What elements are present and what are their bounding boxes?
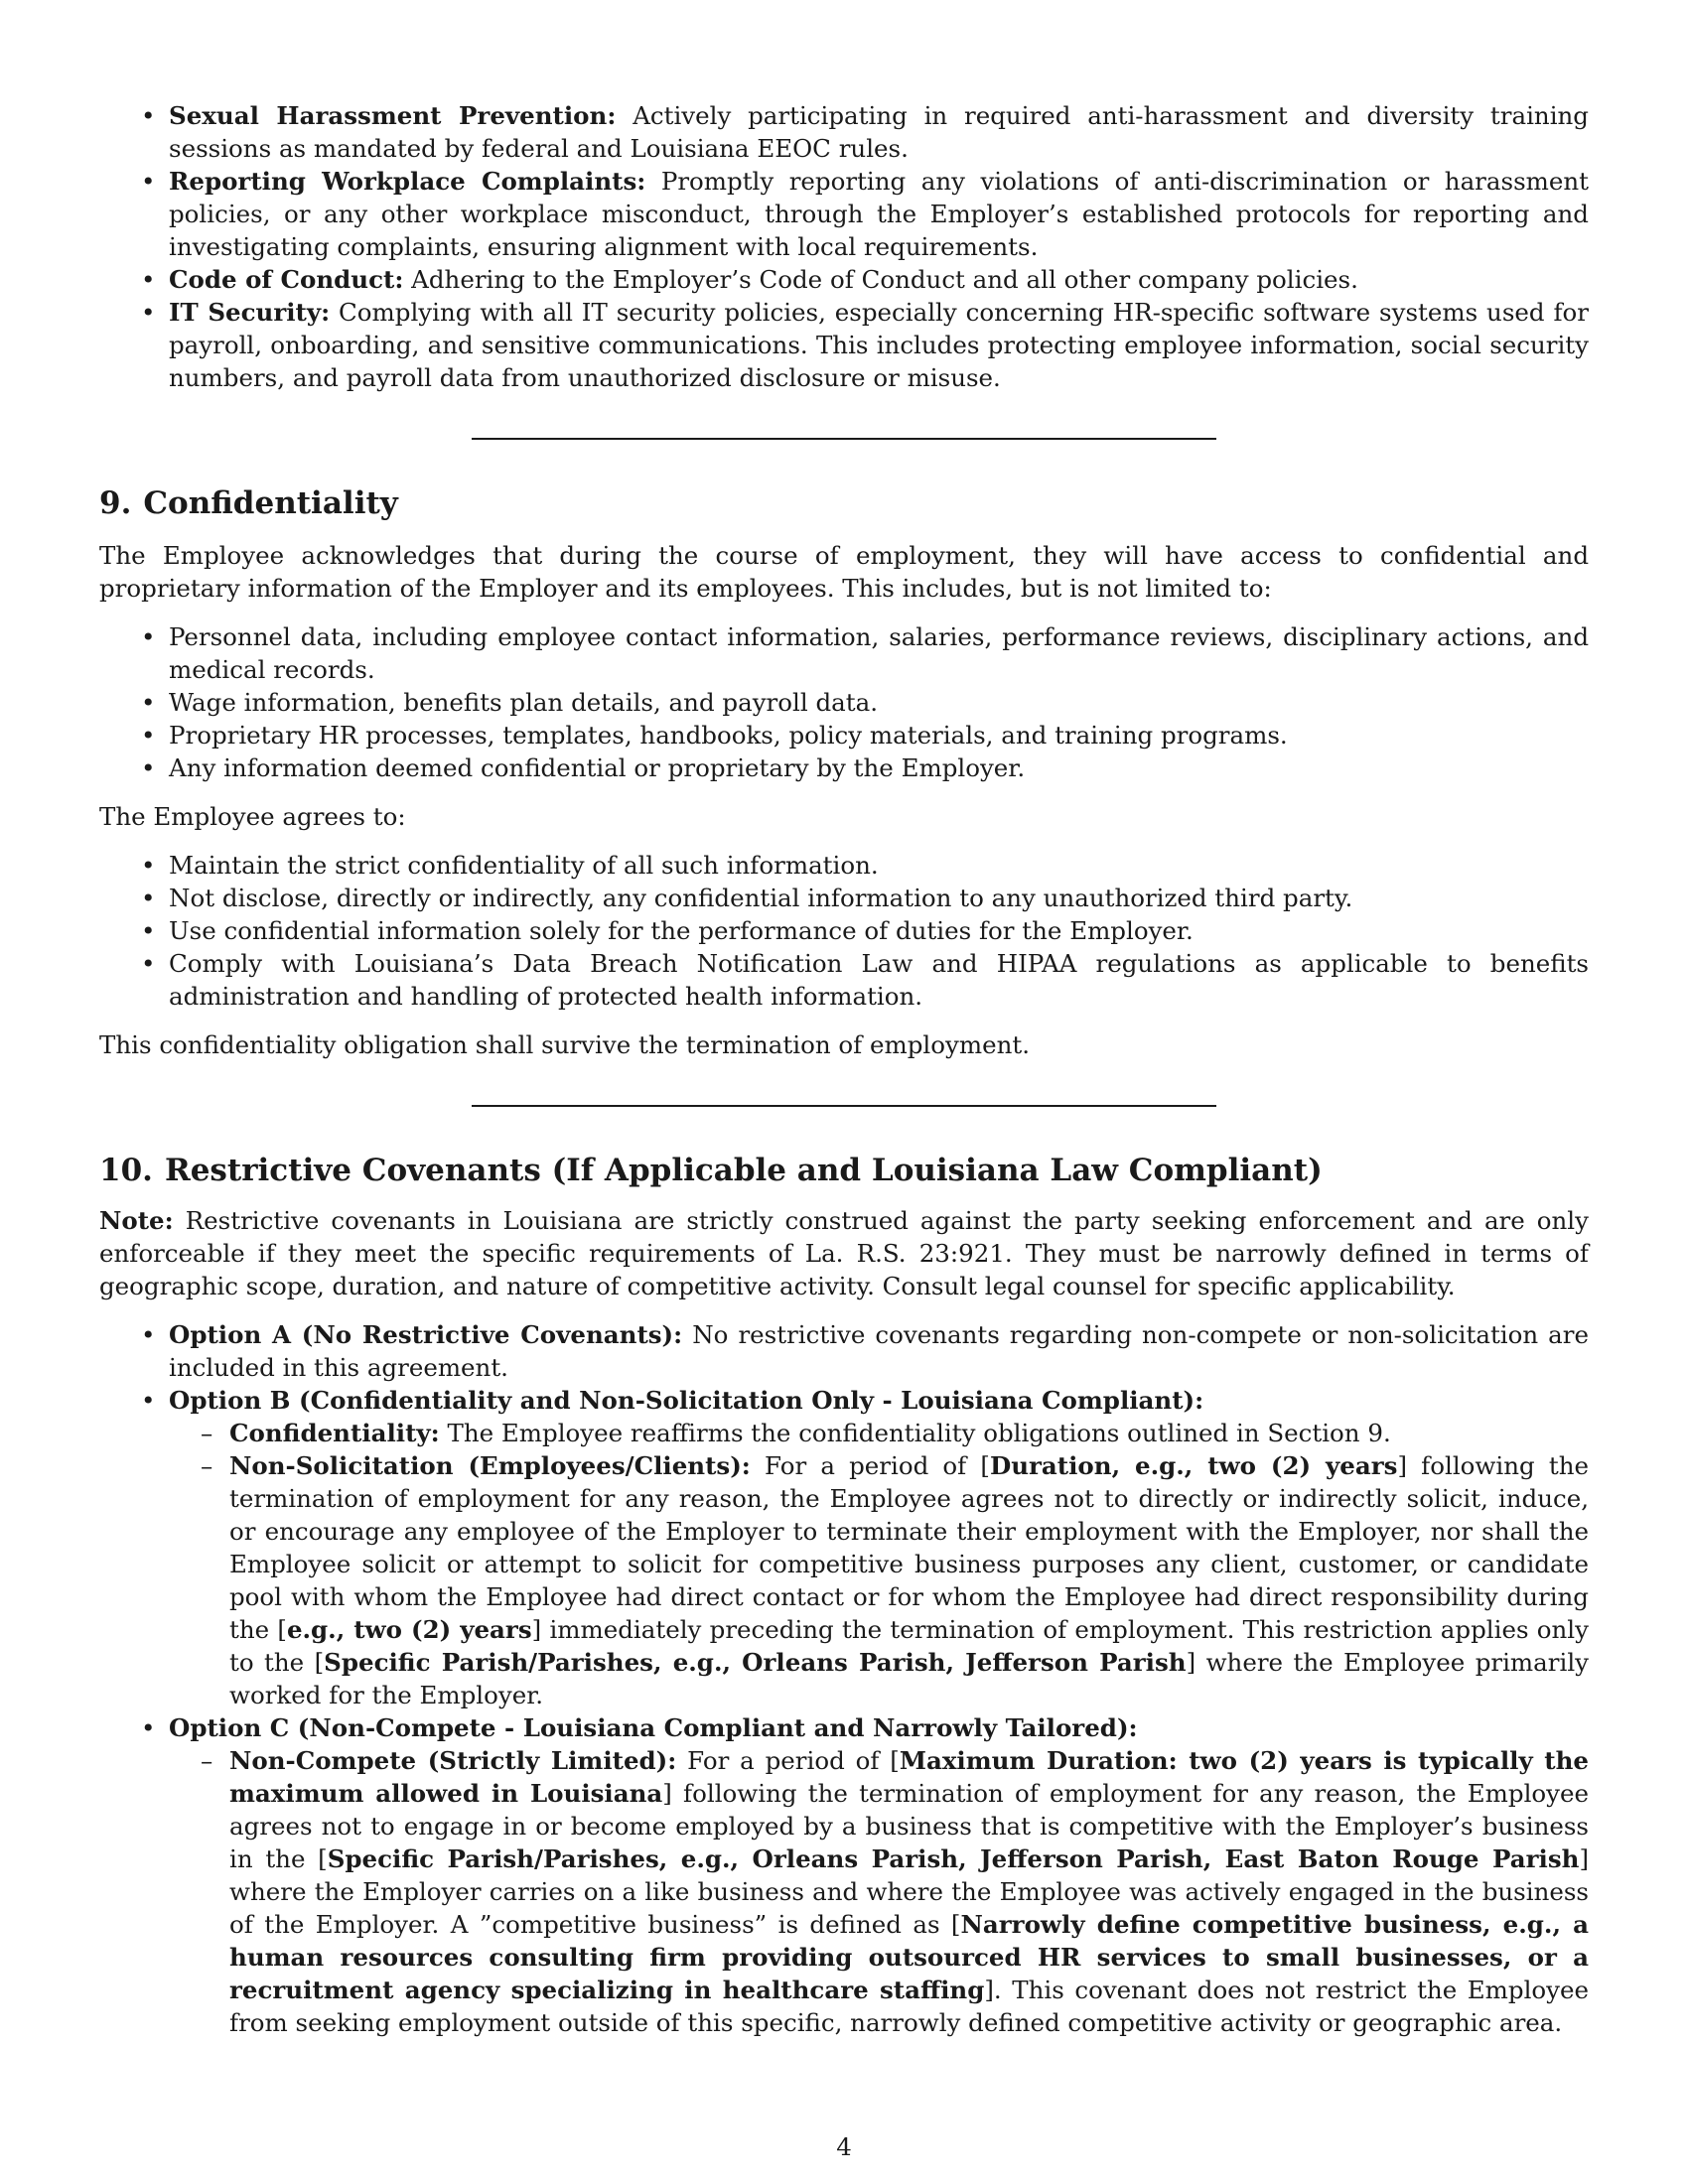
list-item: • Proprietary HR processes, templates, handbooks, policy materials, and training programs.: [99, 719, 1589, 751]
list-item: • Not disclose, directly or indirectly, any confidential information to any unauthorized third party.: [99, 882, 1589, 914]
list-item: – Non-Compete (Strictly Limited): For a period of [Maximum Duration: two (2) years is typically the maximum allowed in Louisiana] following the termination of employment for any reason, the Employee agrees not to engage in or become employed by a business that is competitive with the Employer’s business in the [Specific Parish/Parishes, e.g., Orleans Parish, Jefferson Parish, East Baton Rouge Parish] where the Employer carries on a like business and where the Employee was actively engaged in the business of the Employer. A ”competitive business” is defined as [Narrowly define competitive business, e.g., a human resources consulting firm providing outsourced HR services to small businesses, or a recruitment agency specializing in healthcare staffing]. This covenant does not restrict the Employee from seeking employment outside of this specific, narrowly defined competitive activity or geographic area.: [169, 1744, 1589, 2039]
restrictive-covenants-note: Note: Restrictive covenants in Louisiana are strictly construed against the party seeking enforcement and are only enforceable if they meet the specific requirements of La. R.S. 23:921. They must be narrowly defined in terms of geographic scope, duration, and nature of competitive activity. Consult legal counsel for specific applicability.: [99, 1206, 1589, 1300]
covenant-options-list: [99, 1318, 1589, 2039]
list-item: • Code of Conduct: Adhering to the Employer’s Code of Conduct and all other company policies.: [99, 263, 1589, 296]
confidentiality-closing: This confidentiality obligation shall survive the termination of employment.: [99, 1030, 1030, 1059]
section-heading-confidentiality: 9. Confidentiality: [99, 485, 398, 521]
list-item: – Confidentiality: The Employee reaffirms the confidentiality obligations outlined in Section 9.: [169, 1417, 1589, 1449]
document-page: [99, 99, 1589, 2039]
list-item: • Use confidential information solely for the performance of duties for the Employer.: [99, 914, 1589, 947]
confidentiality-intro: The Employee acknowledges that during the course of employment, they will have access to confidential and proprietary information of the Employer and its employees. This includes, but is not limited to:: [99, 541, 1589, 603]
list-item: • Any information deemed confidential or proprietary by the Employer.: [99, 751, 1589, 784]
list-item: – Non-Solicitation (Employees/Clients): For a period of [Duration, e.g., two (2) years] following the termination of employment for any reason, the Employee agrees not to directly or indirectly solicit, induce, or encourage any employee of the Employer to terminate their employment with the Employer, nor shall the Employee solicit or attempt to solicit for competitive business purposes any client, customer, or candidate pool with whom the Employee had direct contact or for whom the Employee had direct responsibility during the [e.g., two (2) years] immediately preceding the termination of employment. This restriction applies only to the [Specific Parish/Parishes, e.g., Orleans Parish, Jefferson Parish] where the Employee primarily worked for the Employer.: [169, 1449, 1589, 1711]
option-a-item: • Option A (No Restrictive Covenants): No restrictive covenants regarding non-compete or non-solicitation are included in this agreement.: [99, 1318, 1589, 1384]
employee-agrees-intro: The Employee agrees to:: [99, 802, 406, 831]
section8-list: [99, 99, 1589, 394]
list-item: • Comply with Louisiana’s Data Breach Notification Law and HIPAA regulations as applicable to benefits administration and handling of protected health information.: [99, 947, 1589, 1013]
list-item: • IT Security: Complying with all IT security policies, especially concerning HR-specific software systems used for payroll, onboarding, and sensitive communications. This includes protecting employee information, social security numbers, and payroll data from unauthorized disclosure or misuse.: [99, 296, 1589, 394]
confidential-info-list: [99, 620, 1589, 784]
option-b-item: • Option B (Confidentiality and Non-Solicitation Only - Louisiana Compliant): – Confidentiality: The Employee reaffirms the confidentiality obligations outlined in Section 9. – Non-Solicitation (Employees/Clients): For a period of [Duration, e.g., two (2) years] following the termination of employment for any reason, the Employee agrees not to directly or indirectly solicit, induce, or encourage any employee of the Employer to terminate their employment with the Employer, nor shall the Employee solicit or attempt to solicit for competitive business purposes any client, customer, or candidate pool with whom the Employee had direct contact or for whom the Employee had direct responsibility during the [e.g., two (2) years] immediately preceding the termination of employment. This restriction applies only to the [Specific Parish/Parishes, e.g., Orleans Parish, Jefferson Parish] where the Employee primarily worked for the Employer.: [99, 1384, 1589, 1711]
list-item: • Reporting Workplace Complaints: Promptly reporting any violations of anti-discrimination or harassment policies, or any other workplace misconduct, through the Employer’s established protocols for reporting and investigating complaints, ensuring alignment with local requirements.: [99, 165, 1589, 263]
employee-agrees-list: [99, 849, 1589, 1013]
page-number: 4: [836, 2132, 852, 2161]
list-item: • Personnel data, including employee contact information, salaries, performance reviews, disciplinary actions, and medical records.: [99, 620, 1589, 686]
option-c-item: • Option C (Non-Compete - Louisiana Compliant and Narrowly Tailored): – Non-Compete (Strictly Limited): For a period of [Maximum Duration: two (2) years is typically the maximum allowed in Louisiana] following the termination of employment for any reason, the Employee agrees not to engage in or become employed by a business that is competitive with the Employer’s business in the [Specific Parish/Parishes, e.g., Orleans Parish, Jefferson Parish, East Baton Rouge Parish] where the Employer carries on a like business and where the Employee was actively engaged in the business of the Employer. A ”competitive business” is defined as [Narrowly define competitive business, e.g., a human resources consulting firm providing outsourced HR services to small businesses, or a recruitment agency specializing in healthcare staffing]. This covenant does not restrict the Employee from seeking employment outside of this specific, narrowly defined competitive activity or geographic area.: [99, 1711, 1589, 2039]
section-divider: [472, 1105, 1216, 1107]
option-b-sublist: [169, 1417, 1589, 1711]
section-heading-restrictive-covenants: 10. Restrictive Covenants (If Applicable and Louisiana Law Compliant): [99, 1153, 1323, 1188]
section-divider: [472, 438, 1216, 440]
list-item: • Sexual Harassment Prevention: Actively participating in required anti-harassment and diversity training sessions as mandated by federal and Louisiana EEOC rules.: [99, 99, 1589, 165]
list-item: • Maintain the strict confidentiality of all such information.: [99, 849, 1589, 882]
option-c-sublist: [169, 1744, 1589, 2039]
list-item: • Wage information, benefits plan details, and payroll data.: [99, 686, 1589, 719]
